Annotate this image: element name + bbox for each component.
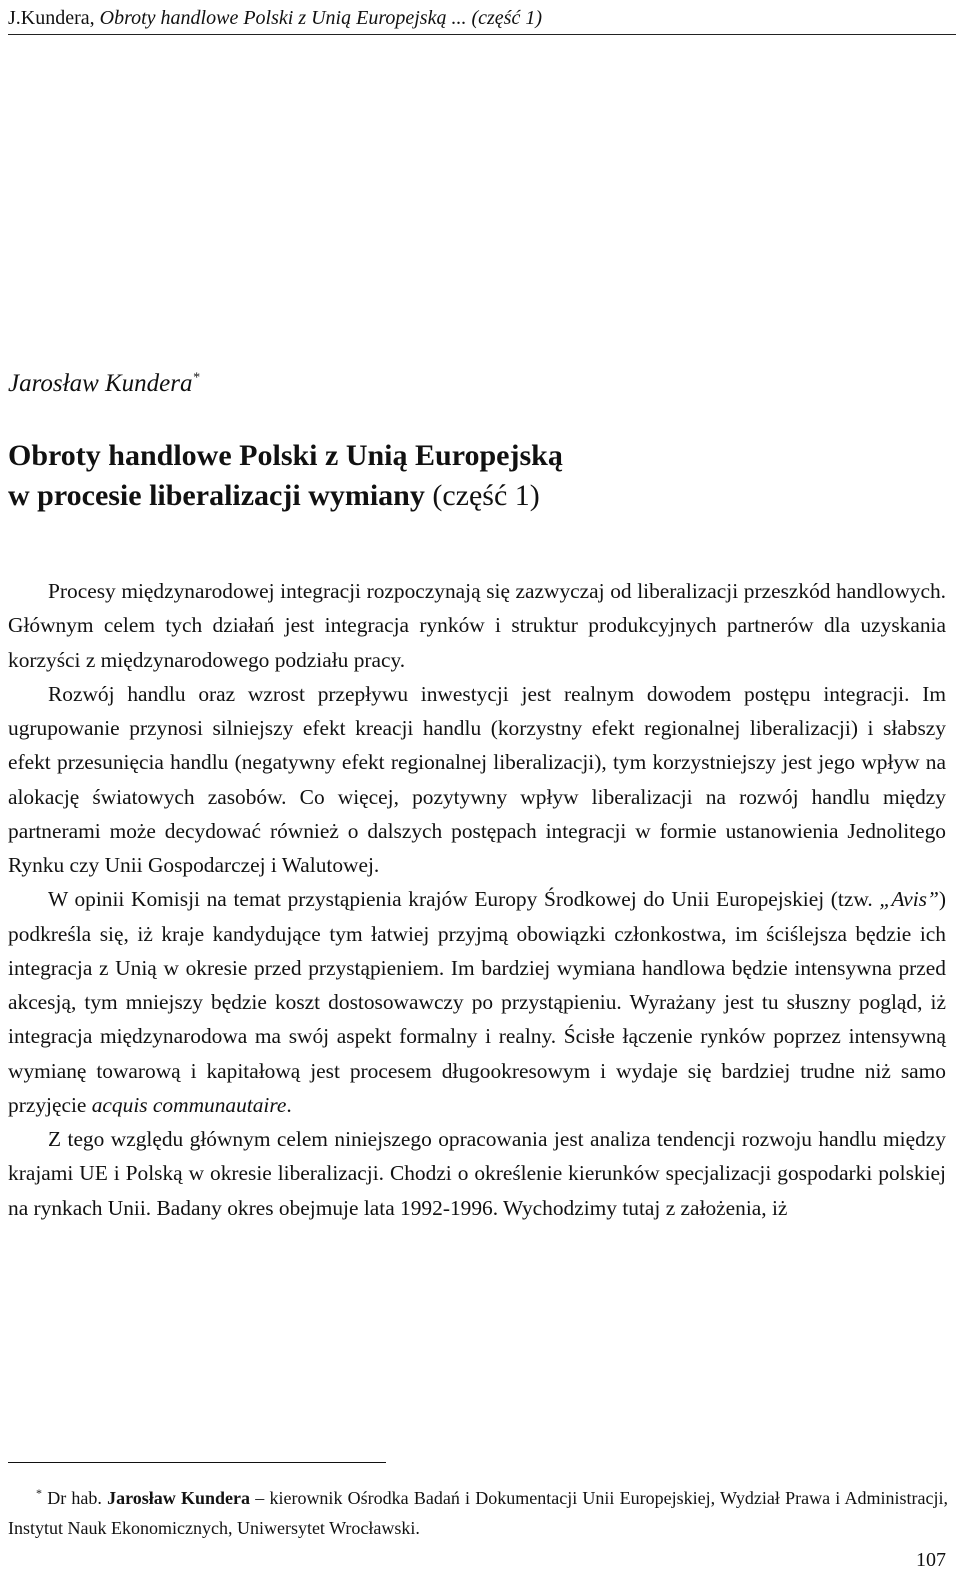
paragraph-3: [8, 882, 946, 1122]
paragraph-3-part-b: ) podkreśla się, iż kraje kandydujące tym łatwiej przyjmą obowiązki członkostwa, im ściślejsza będzie ich integracja z Unią w okresie przed przystąpieniem. Im bardziej wymiana handlowa będzie intensywna przed akcesją, tym mniejszy będzie koszt dostosowawczy po przystąpieniu. Wyrażany jest tu słuszny pogląd, iż integracja międzynarodowa ma swój aspekt formalny i realny. Ścisłe łączenie rynków poprzez intensywną wymianę towarową i kapitałową jest procesem długookresowym i wydaje się bardziej trudne niż samo przyjęcie: [8, 887, 946, 1117]
title-line-2: [8, 476, 948, 516]
footnote-rule: [8, 1462, 386, 1463]
paragraph-3-part-c: .: [286, 1092, 292, 1117]
article-author: [8, 370, 200, 398]
acquis-term: acquis communautaire: [91, 1092, 287, 1117]
header-author: J.Kundera,: [8, 7, 100, 29]
author-name: Jarosław Kundera: [8, 370, 193, 397]
avis-term: „Avis”: [879, 887, 939, 912]
title-line-1: Obroty handlowe Polski z Unią Europejską: [8, 439, 563, 472]
footnote: [8, 1478, 948, 1543]
footnote-text: – kierownik Ośrodka Badań i Dokumentacji Unii Europejskiej, Wydział Prawa i Administracji, Instytut Nauk Ekonomicznych, Uniwersytet Wrocławski.: [8, 1488, 949, 1538]
page-number: 107: [916, 1549, 946, 1571]
title-line-2-bold: w procesie liberalizacji wymiany: [8, 479, 425, 512]
footnote-prefix: Dr hab.: [42, 1488, 108, 1508]
author-footnote-mark: *: [192, 370, 200, 386]
title-part-label: (część 1): [432, 479, 540, 512]
paragraph-1: Procesy międzynarodowej integracji rozpoczynają się zazwyczaj od liberalizacji przeszkód handlowych. Głównym celem tych działań jest integracja rynków i struktur produkcyjnych partnerów dla uzyskania korzyści z międzynarodowego podziału pracy.: [8, 579, 946, 672]
paragraph-4: Z tego względu głównym celem niniejszego opracowania jest analiza tendencji rozwoju handlu między krajami UE i Polską w okresie liberalizacji. Chodzi o określenie kierunków specjalizacji gospodarki polskiej na rynkach Unii. Badany okres obejmuje lata 1992-1996. Wychodzimy tutaj z założenia, iż: [8, 1127, 946, 1220]
footnote-author-name: Jarosław Kundera: [107, 1488, 251, 1508]
paragraph-3-part-a: W opinii Komisji na temat przystąpienia krajów Europy Środkowej do Unii Europejskiej (tzw.: [48, 887, 880, 912]
article-body: [8, 574, 946, 1225]
header-title: Obroty handlowe Polski z Unią Europejską ... (część 1): [99, 7, 542, 29]
article-title: [8, 436, 948, 516]
footnote-mark: *: [36, 1486, 42, 1500]
running-header: [8, 4, 956, 35]
paragraph-2: Rozwój handlu oraz wzrost przepływu inwestycji jest realnym dowodem postępu integracji. Im ugrupowanie przynosi silniejszy efekt kreacji handlu (korzystny efekt regionalnej liberalizacji) i słabszy efekt przesunięcia handlu (negatywny efekt regionalnej liberalizacji), tym korzystniejszy jest jego wpływ na alokację światowych zasobów. Co więcej, pozytywny wpływ liberalizacji na rozwój handlu między partnerami może decydować również o dalszych postępach integracji w formie ustanowienia Jednolitego Rynku czy Unii Gospodarczej i Walutowej.: [8, 681, 946, 877]
